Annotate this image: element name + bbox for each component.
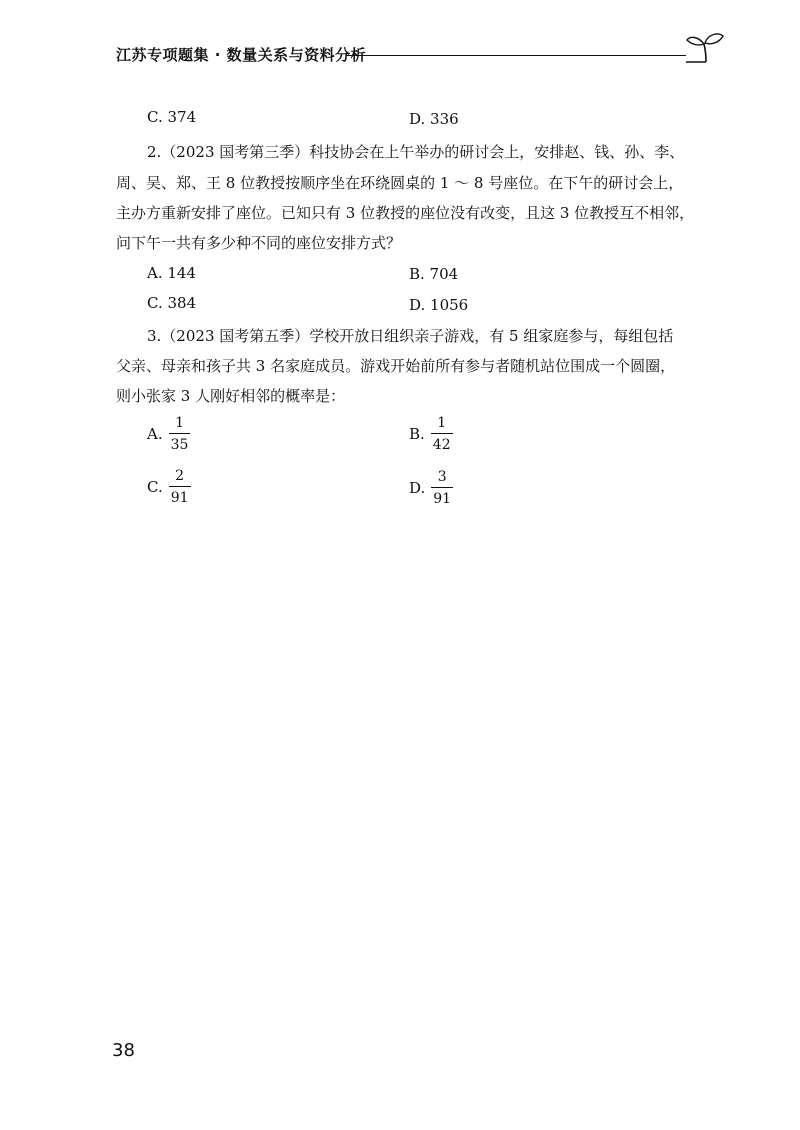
- option-label: B.: [409, 425, 425, 443]
- question2-option-a: A. 144: [147, 264, 196, 282]
- question2-line-3: 主办方重新安排了座位。已知只有 3 位教授的座位没有改变，且这 3 位教授互不相邻，: [116, 204, 695, 222]
- fraction: [169, 468, 191, 506]
- prev-question-option-d: D. 336: [409, 110, 459, 128]
- fraction-numerator: 1: [437, 415, 447, 431]
- question3-line-3: 则小张家 3 人刚好相邻的概率是：: [116, 387, 346, 405]
- question3-option-a: [147, 412, 190, 456]
- fraction: [431, 415, 453, 453]
- sprout-icon: [684, 30, 728, 64]
- fraction-denominator: 91: [170, 490, 189, 506]
- question2-line-1: 2.（2023 国考第三季）科技协会在上午举办的研讨会上，安排赵、钱、孙、李、: [147, 143, 685, 161]
- fraction-numerator: 1: [175, 415, 184, 431]
- question2-option-c: C. 384: [147, 294, 197, 312]
- question3-line-1: 3.（2023 国考第五季）学校开放日组织亲子游戏，有 5 组家庭参与，每组包括: [147, 327, 674, 345]
- question2-option-b: B. 704: [409, 265, 459, 283]
- question3-option-c: [147, 465, 191, 509]
- fraction-denominator: 91: [433, 491, 452, 507]
- question3-option-b: [409, 412, 453, 456]
- question2-option-d: D. 1056: [409, 296, 469, 314]
- question2-line-4: 问下午一共有多少种不同的座位安排方式？: [116, 234, 402, 252]
- option-label: D.: [409, 479, 426, 497]
- running-header-title: 江苏专项题集 · 数量关系与资料分析: [116, 46, 367, 64]
- fraction-numerator: 3: [437, 469, 447, 485]
- option-label: C.: [147, 478, 163, 496]
- fraction: [169, 415, 191, 453]
- question2-line-2: 周、吴、郑、王 8 位教授按顺序坐在环绕圆桌的 1 ～ 8 号座位。在下午的研讨会上，: [116, 174, 684, 192]
- option-label: A.: [147, 425, 163, 443]
- fraction-denominator: 42: [432, 437, 451, 453]
- page-number: 38: [112, 1040, 135, 1061]
- question3-line-2: 父亲、母亲和孩子共 3 名家庭成员。游戏开始前所有参与者随机站位围成一个圆圈，: [116, 357, 676, 375]
- fraction-denominator: 35: [170, 437, 189, 453]
- fraction: [431, 469, 453, 507]
- question3-option-d: [409, 466, 453, 510]
- header-rule: [346, 55, 686, 56]
- prev-question-option-c: C. 374: [147, 108, 197, 126]
- fraction-numerator: 2: [175, 468, 185, 484]
